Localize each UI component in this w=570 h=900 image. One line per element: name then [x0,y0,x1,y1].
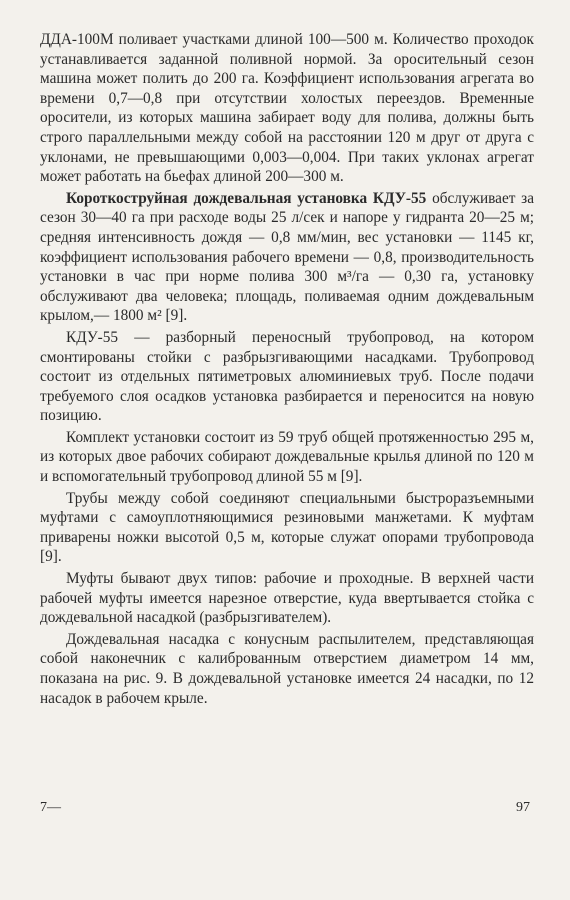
section-heading-kdu55: Короткоструйная дождевальная установка КДУ-55 [66,189,427,207]
paragraph-text: Дождевальная насадка с конусным распылителем, представляющая собой наконечник с калиброванным отверстием диаметром 14 мм, показана на рис. 9. В дождевальной установке имеется 24 насадки, по 12 насадок в рабочем крыле. [40,630,534,707]
paragraph-2 [40,189,534,326]
page-number: 97 [516,800,530,815]
paragraph-text: Муфты бывают двух типов: рабочие и проходные. В верхней части рабочей муфты имеется нарезное отверстие, куда ввертывается стойка с дождевальной насадкой (разбрызгивателем). [40,570,534,627]
page-footer [40,800,530,816]
paragraph-text: Трубы между собой соединяют специальными быстроразъемными муфтами с самоуплотняющимися резиновыми манжетами. К муфтам приварены ножки высотой 0,5 м, которые служат опорами трубопровода [9]. [40,489,534,566]
paragraph-1 [40,30,534,187]
paragraph-3 [40,328,534,426]
signature-mark: 7— [40,800,61,815]
paragraph-5 [40,489,534,567]
paragraph-text: КДУ-55 — разборный переносный трубопровод, на котором смонтированы стойки с разбрызгивающими насадками. Трубопровод состоит из отдельных пятиметровых алюминиевых труб. После подачи требуемого слоя осадков установка разбирается и переносится на новую позицию. [40,328,534,425]
paragraph-7 [40,630,534,708]
paragraph-text: Комплект установки состоит из 59 труб общей протяженностью 295 м, из которых двое рабочих собирают дождевальные крылья длиной по 120 м и вспомогательный трубопровод длиной 55 м [9]. [40,428,534,486]
paragraph-6 [40,569,534,628]
paragraph-text: ДДА-100М поливает участками длиной 100—500 м. Количество проходок устанавливается заданной поливной нормой. За оросительный сезон машина может полить до 200 га. Коэффициент использования агрегата во времени 0,7—0,8 при отсутствии холостых переездов. Временные оросители, из которых машина забирает воду для полива, должны быть строго параллельными между собой на расстоянии 120 м друг от друга с уклонами, не превышающими 0,003—0,004. При таких уклонах агрегат может работать на бьефах длиной 200—300 м. [40,31,534,186]
paragraph-text: обслуживает за сезон 30—40 га при расходе воды 25 л/сек и напоре у гидранта 20—25 м; средняя интенсивность дождя — 0,8 мм/мин, вес установки — 1145 кг, коэффициент использования рабочего времени — 0,8, производительность установки в час при норме полива 300 м³/га — 0,30 га, установку обслуживают два человека; площадь, поливаемая одним дождевальным крылом,— 1800 м² [9]. [40,189,534,325]
paragraph-4 [40,428,534,487]
body-text [40,30,534,708]
